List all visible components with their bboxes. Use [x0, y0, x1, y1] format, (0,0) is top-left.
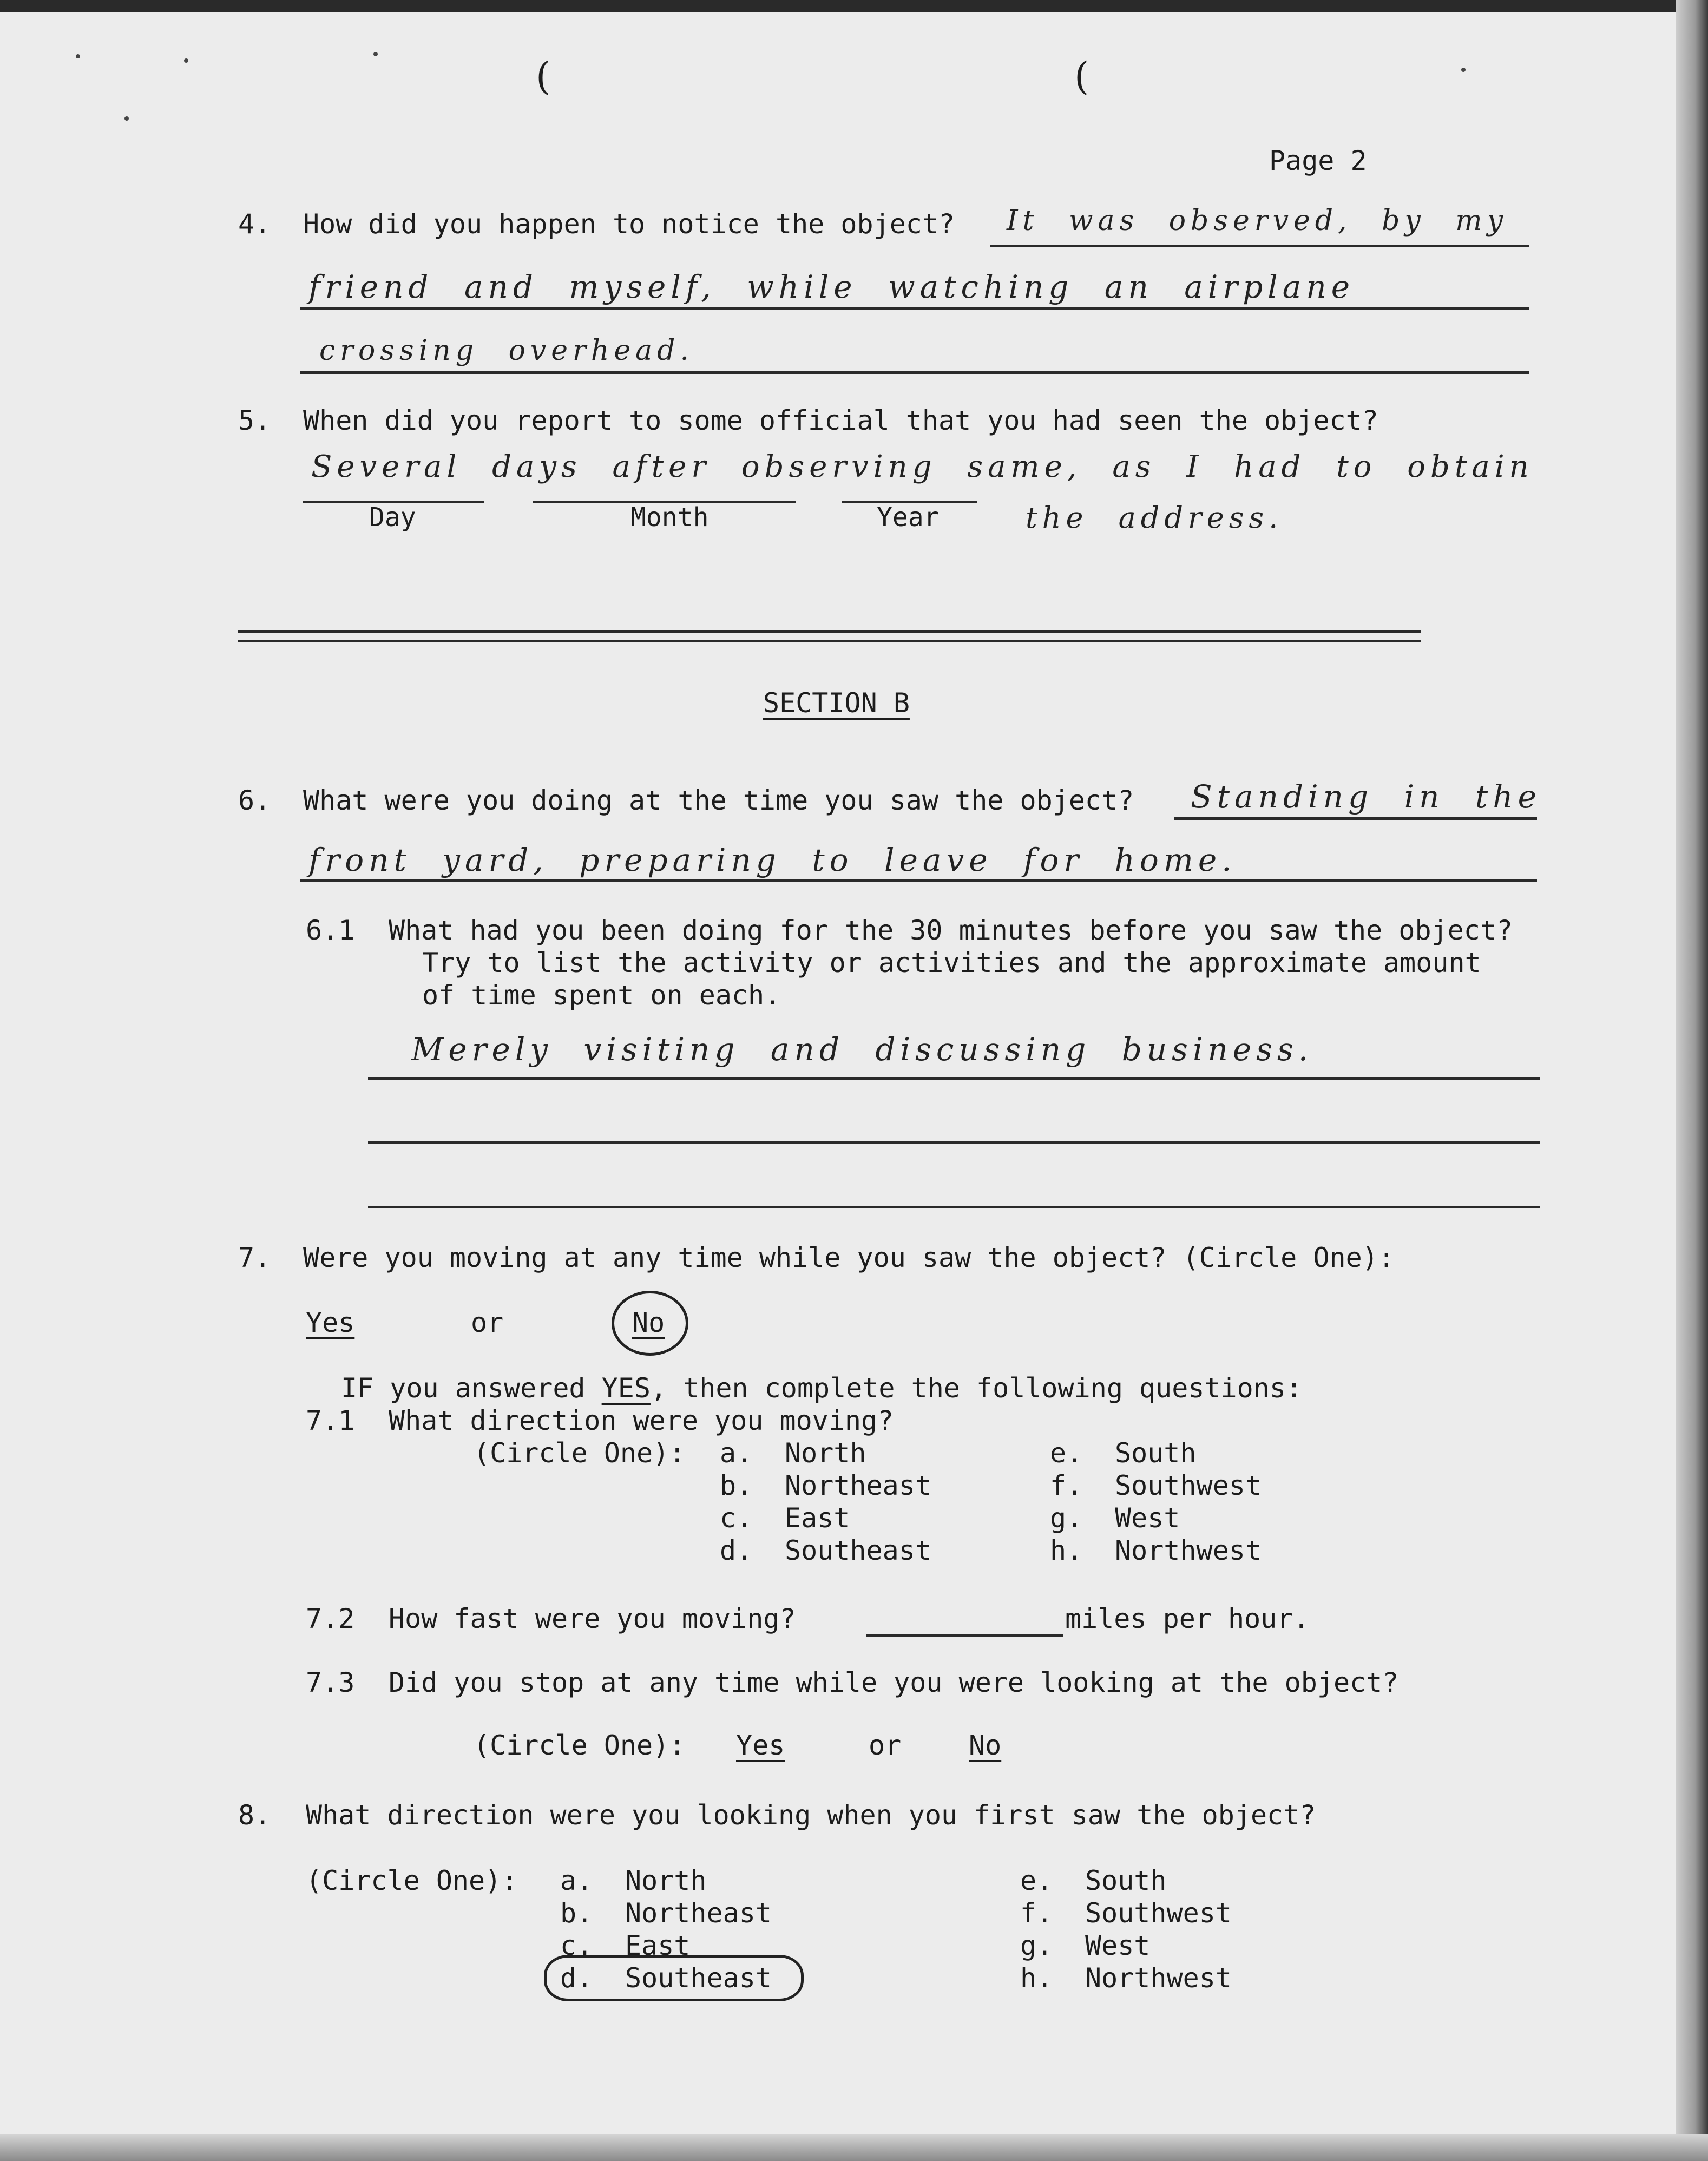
- q8-option-b[interactable]: Northeast: [625, 1897, 772, 1929]
- q8-option-c-letter: c.: [560, 1930, 593, 1961]
- q6-answer-rule: [1174, 817, 1537, 820]
- q7-1-option-h[interactable]: Northwest: [1115, 1535, 1262, 1566]
- q7-1-option-a-letter: a.: [720, 1437, 753, 1469]
- section-divider: [238, 630, 1421, 633]
- q4-number: 4.: [238, 208, 271, 240]
- q8-option-d-letter: d.: [560, 1962, 593, 1994]
- q7-3-question: Did you stop at any time while you were looking at the object?: [389, 1667, 1399, 1698]
- q5-number: 5.: [238, 405, 271, 436]
- q4-answer-rule: [300, 371, 1529, 374]
- scan-paren-mark: (: [536, 54, 551, 98]
- q5-answer-line-1: Several days after observing same, as I had to obtain: [311, 449, 1534, 484]
- q6-1-answer-rule: [368, 1141, 1540, 1144]
- q7-1-option-g-letter: g.: [1050, 1502, 1083, 1534]
- q7-1-question: What direction were you moving?: [389, 1405, 894, 1436]
- q6-1-answer-rule: [368, 1206, 1540, 1208]
- q8-option-d[interactable]: Southeast: [625, 1962, 772, 1994]
- q6-1-answer-rule: [368, 1077, 1540, 1080]
- q7-option-no[interactable]: No: [632, 1307, 665, 1338]
- q7-2-suffix: miles per hour.: [1065, 1603, 1310, 1634]
- q7-1-option-a[interactable]: North: [785, 1437, 866, 1469]
- q7-number: 7.: [238, 1242, 271, 1273]
- q6-answer-line-2: front yard, preparing to leave for home.: [308, 842, 1237, 878]
- q7-if-suffix: , then complete the following questions:: [650, 1372, 1303, 1404]
- q7-1-option-h-letter: h.: [1050, 1535, 1083, 1566]
- q7-1-option-d[interactable]: Southeast: [785, 1535, 931, 1566]
- scan-edge-top: [0, 0, 1708, 12]
- q8-question: What direction were you looking when you first saw the object?: [306, 1799, 1316, 1831]
- scan-speck: [1461, 68, 1466, 72]
- q7-1-option-f-letter: f.: [1050, 1470, 1083, 1501]
- q4-answer-rule: [300, 307, 1529, 310]
- q7-1-option-g[interactable]: West: [1115, 1502, 1180, 1534]
- q5-month-label: Month: [630, 502, 709, 533]
- q4-answer-line-1: It was observed, by my: [1007, 205, 1508, 237]
- q8-circle-one: (Circle One):: [306, 1865, 518, 1896]
- q6-1-answer: Merely visiting and discussing business.: [411, 1031, 1313, 1068]
- q8-option-f-letter: f.: [1020, 1897, 1053, 1929]
- q7-if-yes: YES: [601, 1372, 651, 1404]
- q6-answer-line-1: Standing in the: [1191, 778, 1541, 815]
- q6-1-question-line-3: of time spent on each.: [422, 980, 781, 1011]
- q6-question: What were you doing at the time you saw the object?: [303, 785, 1134, 816]
- q8-option-h[interactable]: Northwest: [1085, 1962, 1232, 1994]
- q7-question: Were you moving at any time while you saw the object? (Circle One):: [303, 1242, 1395, 1273]
- q8-option-g-letter: g.: [1020, 1930, 1053, 1961]
- scan-speck: [373, 52, 378, 56]
- scan-edge-right: [1676, 0, 1708, 2161]
- q7-or: or: [471, 1307, 504, 1338]
- q4-answer-line-3: crossing overhead.: [319, 334, 694, 367]
- q4-answer-rule: [990, 245, 1529, 247]
- q8-option-e-letter: e.: [1020, 1865, 1053, 1896]
- scan-speck: [184, 58, 188, 63]
- q5-question: When did you report to some official that you had seen the object?: [303, 405, 1378, 436]
- q8-option-g[interactable]: West: [1085, 1930, 1151, 1961]
- section-divider: [238, 640, 1421, 642]
- q6-answer-rule: [300, 879, 1537, 882]
- q6-1-question-line-2: Try to list the activity or activities and the approximate amount: [422, 947, 1481, 978]
- scan-edge-bottom: [0, 2134, 1708, 2161]
- q6-1-number: 6.1: [306, 915, 355, 946]
- q7-3-option-no[interactable]: No: [969, 1730, 1002, 1761]
- q7-if-prefix: IF you answered: [341, 1372, 602, 1404]
- q7-1-option-b[interactable]: Northeast: [785, 1470, 931, 1501]
- q5-answer-line-2: the address.: [1026, 501, 1283, 535]
- q7-1-option-e-letter: e.: [1050, 1437, 1083, 1469]
- q7-1-option-c[interactable]: East: [785, 1502, 850, 1534]
- q7-1-option-c-letter: c.: [720, 1502, 753, 1534]
- q7-3-option-yes[interactable]: Yes: [736, 1730, 785, 1761]
- q7-1-option-e[interactable]: South: [1115, 1437, 1197, 1469]
- q5-day-label: Day: [369, 502, 416, 533]
- q7-2-question: How fast were you moving?: [389, 1603, 796, 1634]
- q7-if-line: [341, 1372, 1302, 1404]
- q7-1-option-f[interactable]: Southwest: [1115, 1470, 1262, 1501]
- q7-1-option-d-letter: d.: [720, 1535, 753, 1566]
- q7-1-option-b-letter: b.: [720, 1470, 753, 1501]
- q8-option-a[interactable]: North: [625, 1865, 707, 1896]
- section-b-heading: SECTION B: [763, 687, 910, 719]
- q7-3-circle-one: (Circle One):: [474, 1730, 686, 1761]
- q4-question: How did you happen to notice the object?: [303, 208, 955, 240]
- q5-year-label: Year: [877, 502, 940, 533]
- q7-1-circle-one: (Circle One):: [474, 1437, 686, 1469]
- q7-3-number: 7.3: [306, 1667, 355, 1698]
- q8-option-h-letter: h.: [1020, 1962, 1053, 1994]
- q7-3-or: or: [869, 1730, 902, 1761]
- scan-paren-mark: (: [1074, 54, 1089, 98]
- q6-1-question-line-1: What had you been doing for the 30 minutes before you saw the object?: [389, 915, 1513, 946]
- q7-2-number: 7.2: [306, 1603, 355, 1634]
- scan-speck: [124, 116, 129, 121]
- q7-1-number: 7.1: [306, 1405, 355, 1436]
- q7-option-yes[interactable]: Yes: [306, 1307, 355, 1338]
- q8-option-f[interactable]: Southwest: [1085, 1897, 1232, 1929]
- q6-number: 6.: [238, 785, 271, 816]
- scan-speck: [76, 54, 80, 58]
- page-number: Page 2: [1269, 145, 1367, 176]
- q8-option-a-letter: a.: [560, 1865, 593, 1896]
- q8-option-c[interactable]: East: [625, 1930, 691, 1961]
- q4-answer-line-2: friend and myself, while watching an airplane: [308, 268, 1355, 305]
- q8-option-e[interactable]: South: [1085, 1865, 1167, 1896]
- q8-option-b-letter: b.: [560, 1897, 593, 1929]
- q8-number: 8.: [238, 1799, 271, 1831]
- q7-2-speed-blank[interactable]: [866, 1634, 1063, 1637]
